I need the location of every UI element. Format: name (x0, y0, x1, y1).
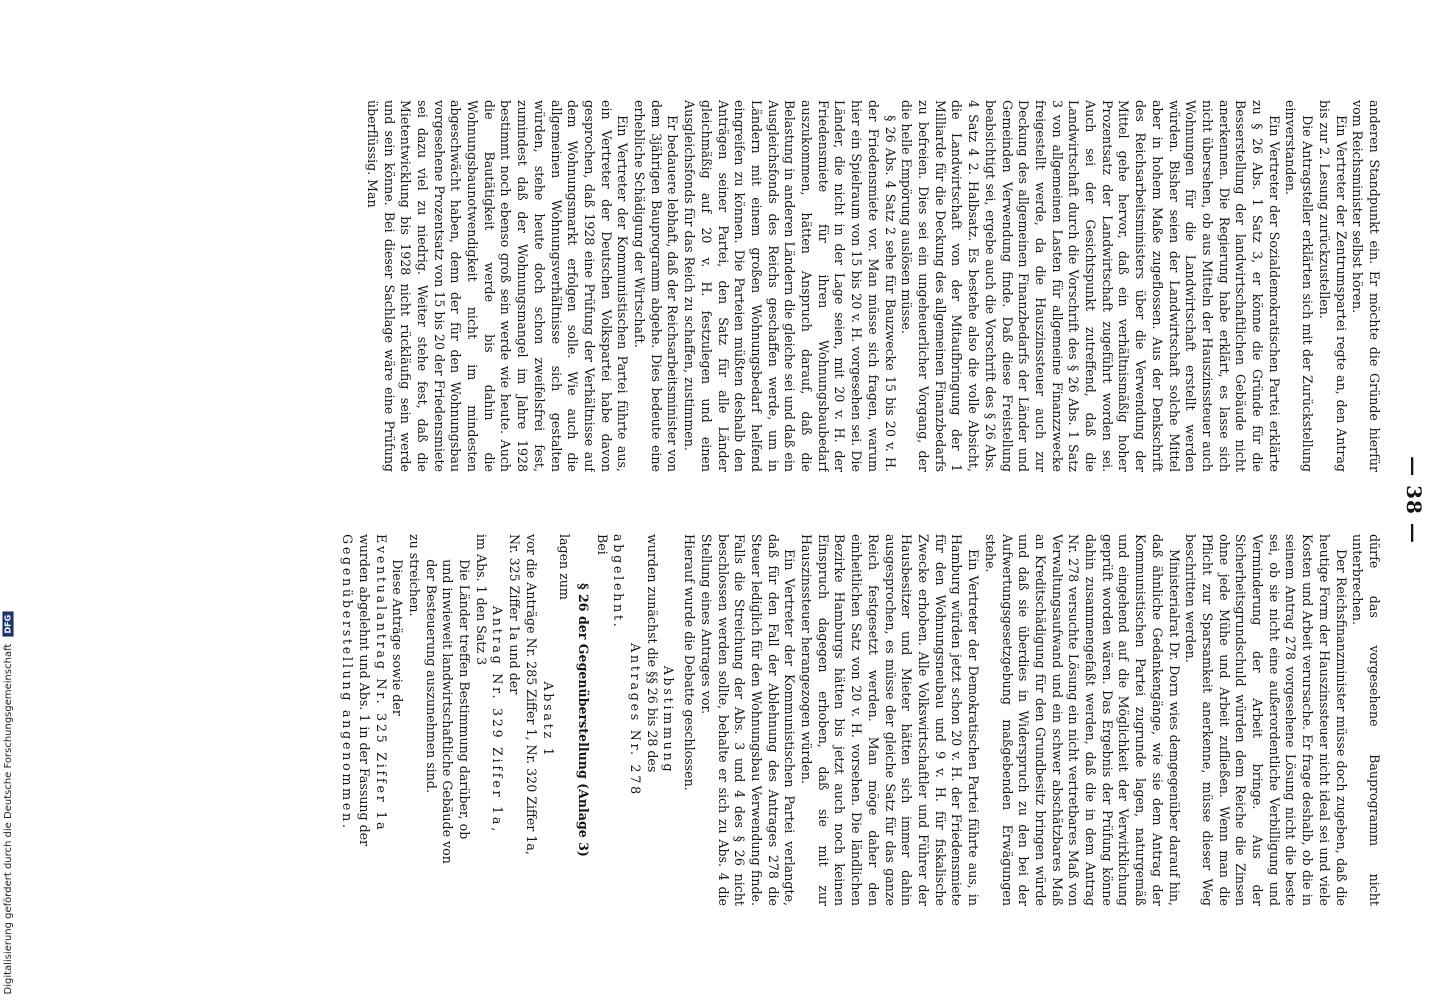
vote-closing-2: Eventualantrag Nr. 325 Ziffer 1a (373, 534, 389, 833)
page-number: — 38 — (1402, 456, 1426, 544)
vote-closing-4: Gegenüberstellung angenommen. (340, 534, 356, 831)
right-column-paragraph: Ein Vertreter der Kommunistischen Partei verlangte, daß für den Fall der Ablehnung des Antrages 278 die Steuer lediglich für den Wohnungsbau Verwendung finde. Falls die Streichung der Abs. 3 und 4 des § 26 nicht beschlossen werden sollte, behalte er sich zu Abs. 4 die Stellung eines Antrages vor. (698, 534, 798, 906)
left-column-paragraph: anderen Standpunkt ein. Er möchte die Gründe hierfür vom Reichsminister selbst hören. (1350, 100, 1382, 472)
footer-text: Digitalisierung gefördert durch die Deutsche Forschungsgemeinschaft (3, 643, 14, 994)
left-column-paragraph: Ein Vertreter der Sozialdemokratischen Partei erklärte zu § 26 Abs. 1 Satz 3, er könne die Gründe für die Besserstellung der landwirtschaftlichen Gebäude nicht anerkennen. Die Regierung habe erklärt, es lasse sich nicht übersehen, ob aus Mitteln der Hauszinssteuer auch Wohnungen für die Landwirtschaft erstellt werden würden. Bisher seien der Landwirtschaft solche Mittel aber in hohem Maße zugeflossen. Aus der Denkschrift des Reichsarbeitsministers über die Verwendung der Mittel gehe hervor, daß ein verhältnismäßig hoher Prozentsatz der Landwirtschaft zugeführt worden sei. Auch sei der Gesichtspunkt zutreffend, daß die Landwirtschaft durch die Vorschrift des § 26 Abs. 1 Satz 3 von allgemeinen Lasten für allgemeine Finanzzwecke freigestellt werde, da die Hauszinssteuer auch zur Deckung des allgemeinen Finanzbedarfs der Länder und Gemeinden Verwendung finde. Daß diese Freistellung beabsichtigt sei, ergebe auch die Vorschrift des § 26 Abs. 4 Satz 4 2. Halbsatz. Es bestehe also die volle Absicht, die Landwirtschaft von der Mitaufbringung der 1 Milliarde für die Deckung des allgemeinen Finanzbedarfs zu befreien. Dies sei ein ungeheuerlicher Vorgang, der die helle Empörung auslösen müsse. (899, 100, 1282, 472)
vote-lagen: lagen zum (557, 534, 573, 600)
vote-quote-4: zu streichen. (406, 534, 422, 617)
vote-line-3: im Abs. 1 den Satz 3 (473, 534, 489, 666)
left-column-paragraph: Ein Vertreter der Kommunistischen Partei führte aus, ein Vertreter der Deutschen Volkspartei habe davon gesprochen, daß 1928 eine Prüfung der Verhältnisse auf dem Wohnungsmarkt erfolgen solle. Wie auch die allgemeinen Wohnungsverhältnisse sich gestalten würden, stehe heute doch schon zweifelsfrei fest, zumindest daß der Wohnungsmangel im Jahre 1928 bestimmt noch ebenso groß sein werde wie heute. Auch die Bautätigkeit werde bis dahin die Wohnungsbaunotwendigkeit nicht im mindesten abgeschwächt haben, denn der für den Wohnungsbau vorgesehene Prozentsatz von 15 bis 20 der Friedensmiete sei dazu viel zu niedrig. Weiter stehe fest, daß die Mietentwicklung bis 1928 nicht rückläufig sein werde und sein könne. Bei dieser Sachlage wäre eine Prüfung überflüssig. Man (364, 100, 631, 472)
left-column (120, 100, 1382, 472)
right-column (120, 534, 1382, 906)
left-column-paragraph: Die Antragsteller erklärten sich mit der Zurückstellung einverstanden. (1283, 100, 1316, 472)
vote-closing-3: wurden abgelehnt und Abs. 1 in der Fassung der (356, 534, 372, 847)
vote-quote-2: und inwieweit landwirtschaftliche Gebäude von (440, 559, 456, 864)
section-title: § 26 der Gegenüberstellung (Anlage 3) (575, 583, 591, 857)
right-column-paragraph: dürfe das vorgesehene Bauprogramm nicht unterbrechen. (1350, 534, 1382, 906)
right-column-paragraph: Ein Vertreter der Demokratischen Partei führte aus, in Hamburg würden jetzt schon 20 v. H. der Friedensmiete für den Wohnungsneubau und 9 v. H. für fiskalische Zwecke erhoben. Alle Volkswirtschaftler und Führer der Hausbesitzer und Mieter hätten sich immer dahin ausgesprochen, es müsse der gleiche Satz für das ganze Reich festgesetzt werden. Man möge daher den einheitlichen Satz von 20 v. H. vorsehen. Die ländlichen Bezirke Hamburgs hätten bis jetzt auch noch keinen Einspruch dagegen erhoben, daß sie mit zur Hauszinssteuer herangezogen würden. (799, 534, 982, 906)
vote-quote-3: der Besteuerung auszunehmen sind. (423, 559, 439, 793)
vote-heading: Abstimmung (661, 665, 677, 775)
vote-closing-1: Diese Anträge sowie der (390, 559, 406, 716)
vote-line-1: vor die Anträge Nr. 285 Ziffer 1, Nr. 320 Ziffer 1a, (523, 534, 539, 855)
vote-line-2: Nr. 325 Ziffer 1a und der (507, 534, 523, 695)
vote-intro: wurden zunächst die §§ 26 bis 28 des (644, 534, 660, 773)
vote-bei: Bei (594, 534, 610, 555)
vote-antrag: Antrages Nr. 278 (628, 643, 644, 797)
digitization-footer (3, 611, 15, 994)
vote-quote-1: Die Länder treffen Bestimmung darüber, ob (457, 559, 473, 840)
left-column-paragraph: Er bedauere lebhaft, daß der Reichsarbeitsminister von dem 3jährigen Bauprogramm abgehe. Dies bedeute eine erhebliche Schädigung der Wirtschaft. (632, 100, 681, 472)
right-column-paragraphs (680, 534, 1382, 906)
right-column-paragraph: Ministerialrat Dr. Dorn wies demgegenüber darauf hin, daß ähnliche Gedankengänge, wie sie dem Antrag der Kommunistischen Partei zugrunde lagen, naturgemäß und eingehend auf die Möglichkeit der Verwirklichung geprüft worden wären. Das Ergebnis der Prüfung könne dahin zusammengefaßt werden, daß die in dem Antrag Nr. 278 versuchte Lösung ein nicht vertretbares Maß von Verwaltungsaufwand und ein schwer abschätzbares Maß an Kreditschädigung für den Grundbesitz bringen würde und daß sie überdies in Widerspruch zu den bei der Aufwertungsgesetzgebung maßgebenden Erwägungen stehe. (982, 534, 1182, 906)
vote-absatz: Absatz 1 (540, 681, 556, 759)
left-column-paragraph: § 26 Abs. 4 Satz 2 sehe für Bauzwecke 15 bis 20 v. H. der Friedensmiete vor. Man müsse sich fragen, warum hier ein Spielraum von 15 bis 20 v. H. vorgesehen sei. Die Länder, die nicht in der Lage seien, mit 20 v. H. der Friedensmiete für ihren Wohnungsbaubedarf auszukommen, hätten Anspruch darauf, daß die Belastung in anderen Ländern die gleiche sei und daß ein Ausgleichsfonds des Reichs geschaffen werde, um in Ländern mit einem großen Wohnungsbedarf helfend eingreifen zu können. Die Parteien müßten deshalb den Anträgen seiner Partei, den Satz für alle Länder gleichmäßig auf 20 v. H. festzulegen und einen Ausgleichsfonds für das Reich zu schaffen, zustimmen. (682, 100, 898, 472)
left-column-paragraph: Ein Vertreter der Zentrumspartei regte an, den Antrag bis zur 2. Lesung zurückzustellen. (1316, 100, 1349, 472)
vote-result: abgelehnt. (611, 534, 627, 630)
dfg-logo-icon: DFG (3, 611, 14, 636)
right-column-paragraph: Hierauf wurde die Debatte geschlossen. (682, 534, 698, 791)
right-column-paragraph: Der Reichsfinanzminister müsse doch zugeben, daß die heutige Form der Hauszinssteuer nicht ideal sei und viele Kosten und Arbeit verursache. Er frage deshalb, ob die in seinem Antrag 278 vorgesehene Lösung nicht die beste sei, ob sie nicht eine außerordentliche Verbilligung und Verminderung der Arbeit bringe. Aus der Sicherheitsgrundschuld würden dem Reiche die Zinsen ohne jede Mühe und Arbeit zufließen. Wenn man die Pflicht zur Sparsamkeit anerkenne, müsse dieser Weg beschritten werden. (1183, 534, 1349, 906)
vote-antrag-2: Antrag Nr. 329 Ziffer 1a, (490, 606, 506, 834)
